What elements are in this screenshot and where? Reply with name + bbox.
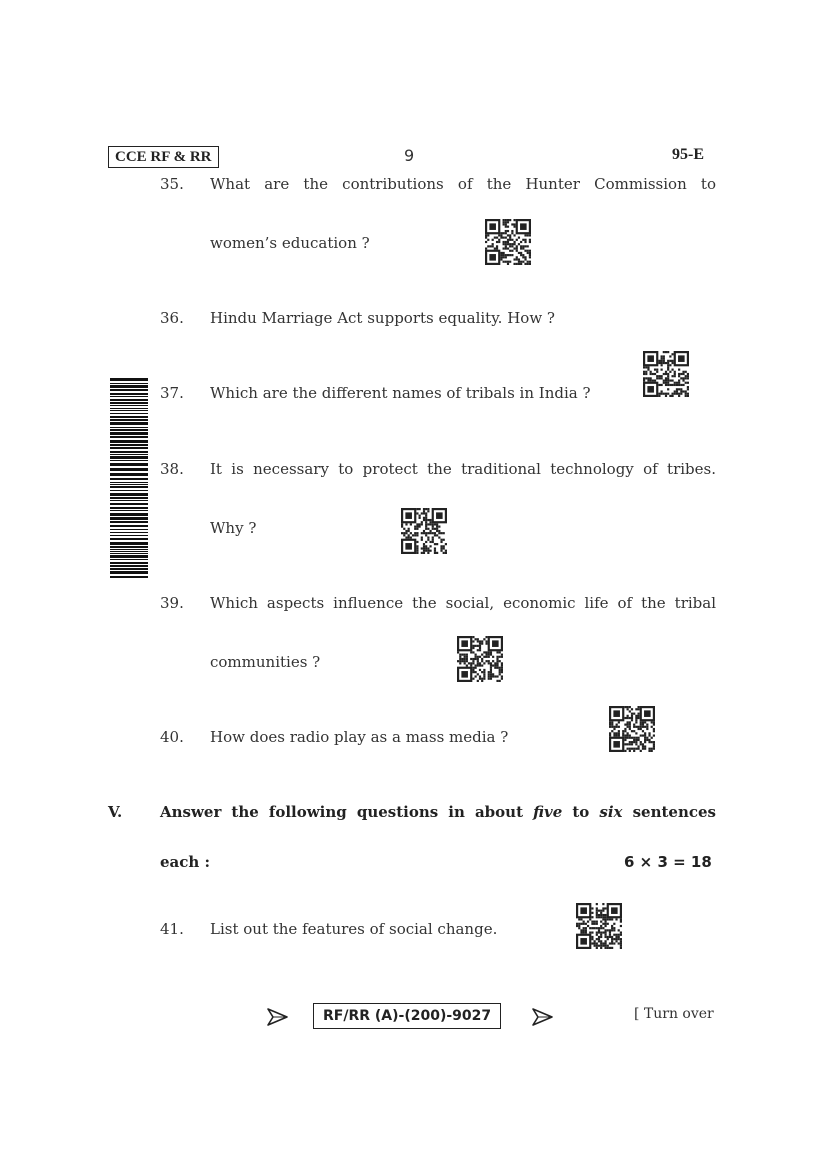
qr-code-icon	[401, 508, 447, 554]
barcode-icon	[110, 378, 148, 578]
header-code-box: CCE RF & RR	[108, 146, 219, 168]
question-text-continued: communities ?	[210, 653, 321, 671]
question-text-continued: Why ?	[210, 519, 257, 537]
question-number: 35.	[160, 175, 184, 193]
question-text-continued: women’s education ?	[210, 234, 370, 252]
question-text: How does radio play as a mass media ?	[210, 728, 509, 746]
section-word-to: to	[572, 803, 590, 821]
qr-code-icon	[485, 219, 531, 265]
page-number: 9	[404, 146, 415, 165]
question-number: 39.	[160, 594, 184, 612]
section-marks: 6 × 3 = 18	[624, 853, 712, 871]
section-number: V.	[108, 803, 123, 821]
question-text: Which are the different names of tribals in India ?	[210, 384, 591, 402]
qr-code-icon	[643, 351, 689, 397]
qr-code-icon	[609, 706, 655, 752]
qr-code-icon	[457, 636, 503, 682]
question-text: What are the contributions of the Hunter Commission to	[210, 175, 716, 193]
footer-code-box: RF/RR (A)-(200)-9027	[313, 1003, 501, 1029]
section-instruction-each: each :	[160, 853, 211, 871]
question-text: List out the features of social change.	[210, 920, 498, 938]
paper-code: 95-E	[672, 146, 704, 163]
section-instruction	[160, 803, 716, 821]
question-number: 36.	[160, 309, 184, 327]
section-word-six: six	[599, 803, 623, 821]
arrow-pointer-icon	[531, 1006, 553, 1028]
question-text: Hindu Marriage Act supports equality. How ?	[210, 309, 555, 327]
question-number: 40.	[160, 728, 184, 746]
question-text: It is necessary to protect the traditional technology of tribes.	[210, 460, 716, 478]
arrow-pointer-icon	[266, 1006, 288, 1028]
question-number: 38.	[160, 460, 184, 478]
turn-over-label: [ Turn over	[634, 1006, 714, 1022]
section-word-five: five	[533, 803, 563, 821]
question-text: Which aspects influence the social, economic life of the tribal	[210, 594, 716, 612]
section-word-sentences: sentences	[632, 803, 716, 821]
question-number: 41.	[160, 920, 184, 938]
section-instruction-text: Answer the following questions in about	[160, 803, 524, 821]
question-number: 37.	[160, 384, 184, 402]
qr-code-icon	[576, 903, 622, 949]
